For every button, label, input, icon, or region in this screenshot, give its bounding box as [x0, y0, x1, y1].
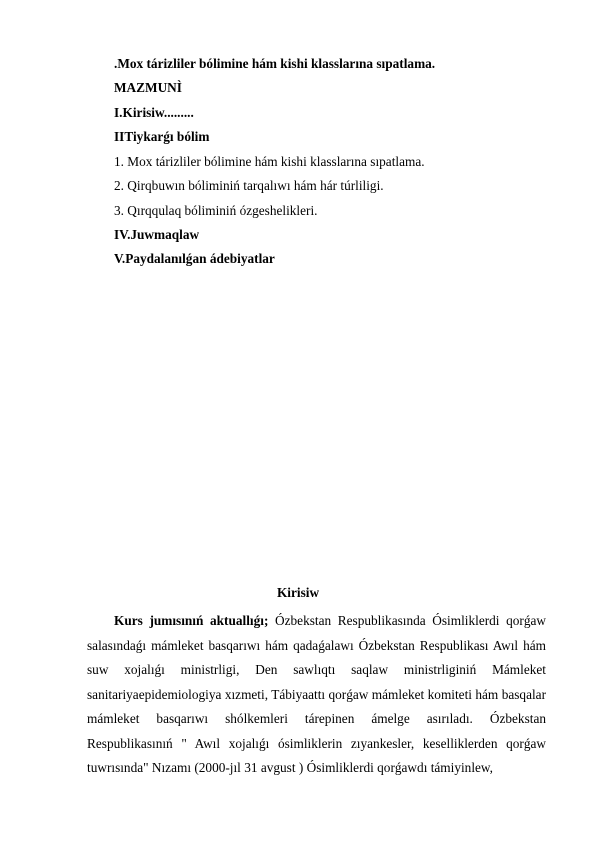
body-paragraph — [87, 609, 546, 781]
toc-item-2: 2. Qirqbuwın bóliminiń tarqalıwı hám hár túrliligi. — [114, 178, 384, 193]
paragraph-lead: Kurs jumısınıń aktuallıǵı; — [114, 613, 269, 628]
toc-item-conclusion: IV.Juwmaqlaw — [114, 227, 200, 242]
document-title: .Mox tárizliler bólimine hám kishi klasslarına sıpatlama. — [114, 56, 436, 71]
toc-item-references: V.Paydalanılǵan ádebiyatlar — [114, 251, 275, 266]
toc-item-main-part: IITiykarǵı bólim — [114, 129, 210, 144]
toc-item-introduction: I.Kirisiw......... — [114, 105, 194, 120]
toc-item-1: 1. Mox tárizliler bólimine hám kishi klasslarına sıpatlama. — [114, 154, 425, 169]
paragraph-text: Ózbekstan Respublikasında Ósimliklerdi qorǵaw salasındaǵı mámleket basqarıwı hám qadaǵalawı Ózbekstan Respublikası Awıl hám suw xojalıǵı ministrligi, Den sawlıqtı saqlaw ministrliginiń Mámleket sanitariyaepidemiologiya xızmeti, Tábiyaattı qorǵaw mámleket komiteti hám basqalar mámleket basqarıwı shólkemleri tárepinen ámelge asırıladı. Ózbekstan Respublikasınıń " Awıl xojalıǵı ósimliklerin zıyankesler, keselliklerden qorǵaw tuwrısında" Nızamı (2000-jıl 31 avgust ) Ósimliklerdi qorǵawdı támiyinlew, — [87, 613, 547, 775]
section-heading: Kirisiw — [276, 585, 320, 600]
contents-heading: MAZMUNÌ — [114, 80, 182, 95]
toc-item-3: 3. Qırqqulaq bóliminiń ózgeshelikleri. — [114, 203, 318, 218]
